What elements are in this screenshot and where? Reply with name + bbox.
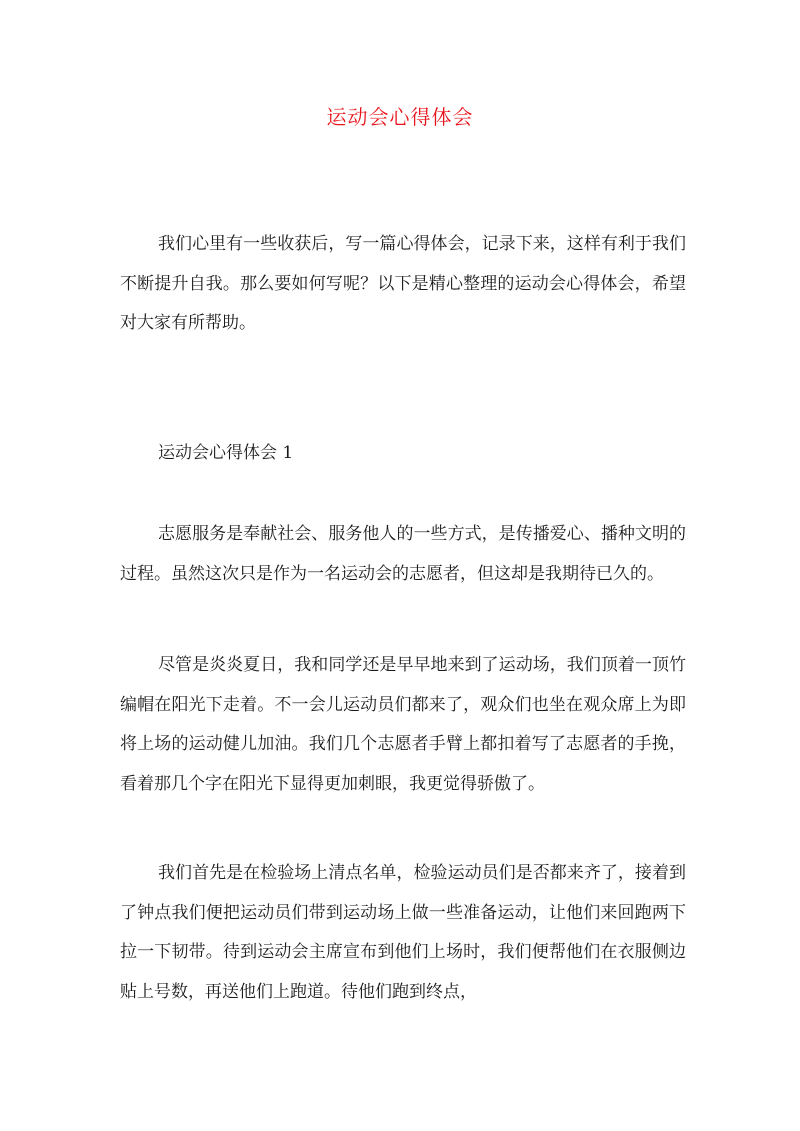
intro-paragraph: 我们心里有一些收获后，写一篇心得体会，记录下来，这样有利于我们不断提升自我。那么要如何写呢？以下是精心整理的运动会心得体会，希望对大家有所帮助。 [120,234,686,333]
body-paragraph-1: 志愿服务是奉献社会、服务他人的一些方式，是传播爱心、播种文明的过程。虽然这次只是作为一名运动会的志愿者，但这却是我期待已久的。 [120,524,686,584]
section-heading: 运动会心得体会 1 [158,443,294,463]
document-title: 运动会心得体会 [326,105,474,129]
body-paragraph-3: 我们首先是在检验场上清点名单，检验运动员们是否都来齐了，接着到了钟点我们便把运动员们带到运动场上做一些准备运动，让他们来回跑两下拉一下韧带。待到运动会主席宣布到他们上场时，我们便帮他们在衣服侧边贴上号数，再送他们上跑道。待他们跑到终点， [120,863,686,1002]
body-paragraph-2: 尽管是炎炎夏日，我和同学还是早早地来到了运动场，我们顶着一顶竹编帽在阳光下走着。不一会儿运动员们都来了，观众们也坐在观众席上为即将上场的运动健儿加油。我们几个志愿者手臂上都扣着写了志愿者的手挽，看着那几个字在阳光下显得更加刺眼，我更觉得骄傲了。 [120,655,686,794]
